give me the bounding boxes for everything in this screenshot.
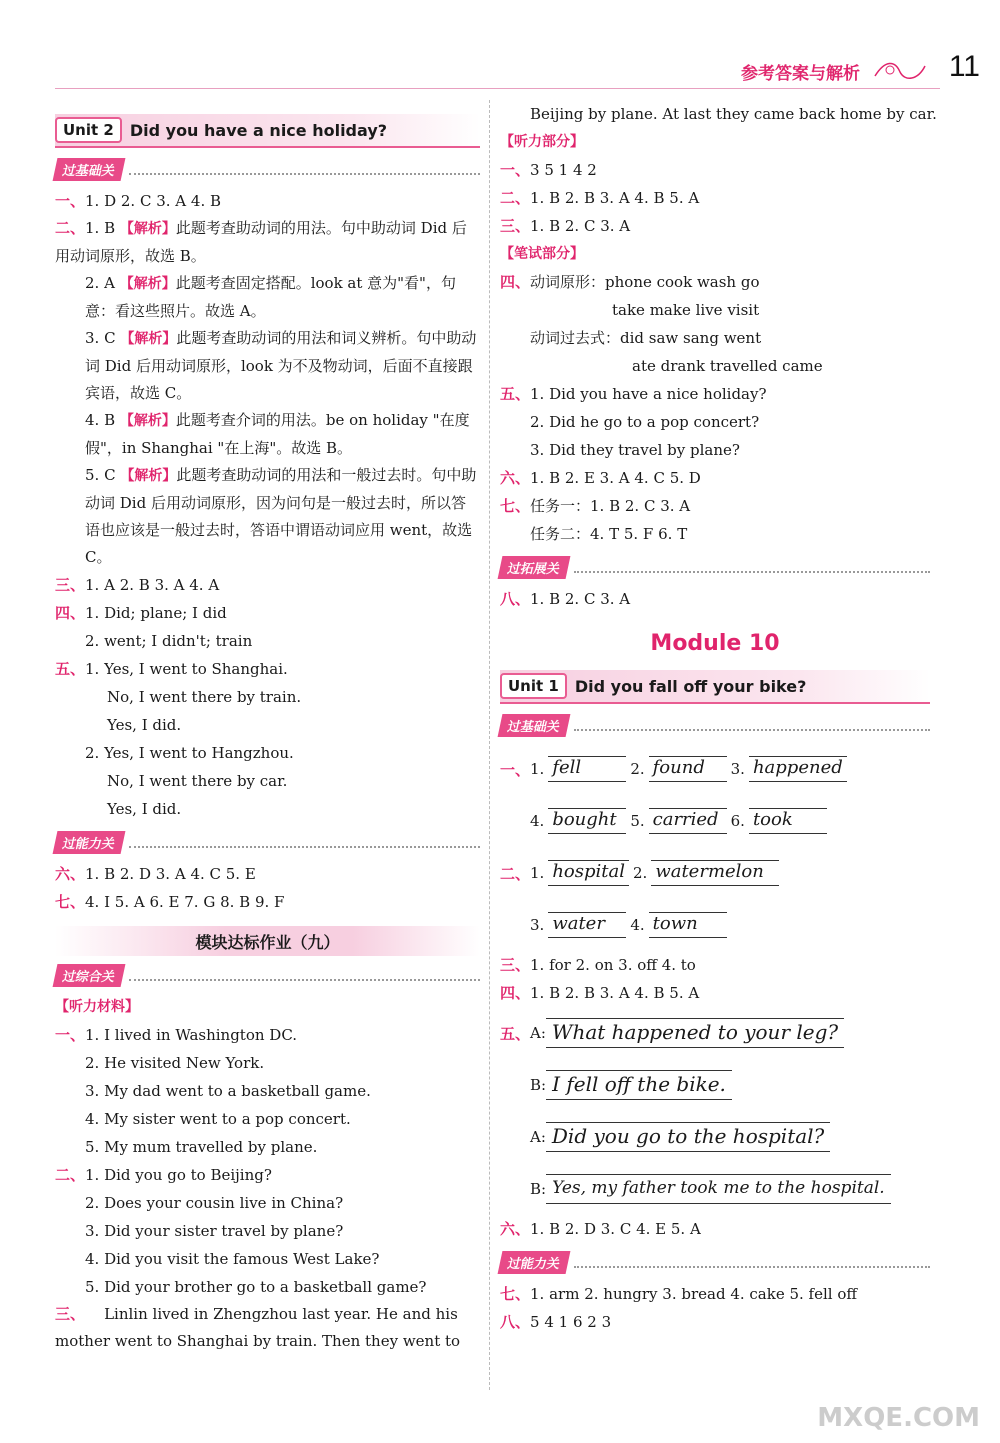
analysis-text: 此题考查介词的用法。be on holiday "在度假"，in Shanghai "在上海"。故选 B。 <box>85 411 470 457</box>
question-number: 一、 <box>500 760 531 779</box>
dialogue-row <box>500 1111 930 1163</box>
handwriting-row: 3. water 4. town <box>500 899 930 951</box>
verb-base-label: 动词原形： <box>530 273 606 291</box>
answer-text: 1. B 2. B 3. A 4. B 5. A <box>530 984 700 1002</box>
answer-text: did saw sang went <box>620 329 762 347</box>
question-number: 四、 <box>500 984 531 1002</box>
answer-text: 1. B 2. C 3. A <box>530 217 631 235</box>
section-tag <box>500 556 930 579</box>
answer-line <box>55 655 480 683</box>
question-number: 六、 <box>500 469 531 487</box>
answer-line <box>55 888 480 916</box>
answer-line <box>500 585 930 613</box>
section-label: 过基础关 <box>498 714 571 737</box>
speaker-label: B: <box>530 1180 547 1198</box>
question-number: 六、 <box>55 865 86 883</box>
answer-line: Yes, I did. <box>107 800 182 818</box>
unit-header <box>500 670 930 704</box>
answer-line: Yes, I did. <box>107 716 182 734</box>
question-number: 二、 <box>55 1166 86 1184</box>
question-number: 三、 <box>500 956 531 974</box>
question-number: 五、 <box>500 1024 531 1043</box>
answer-text: 5 4 1 6 2 3 <box>530 1313 612 1331</box>
page-header <box>741 50 980 84</box>
answer-line <box>500 979 930 1007</box>
handwritten-answer: happened <box>749 756 847 782</box>
answer-line <box>55 407 480 462</box>
module-title: Module 10 <box>650 631 780 656</box>
answer-line: No, I went there by train. <box>107 688 302 706</box>
answer-line: 2. Yes, I went to Hangzhou. <box>85 744 294 762</box>
question-number: 三、 <box>500 217 531 235</box>
watermark: MXQE.COM <box>817 1403 980 1433</box>
question-number: 七、 <box>55 893 86 911</box>
question-number: 八、 <box>500 1313 531 1331</box>
answer-line <box>55 860 480 888</box>
question-number: 一、 <box>55 1026 86 1044</box>
section-label: 过能力关 <box>53 831 126 854</box>
section-label: 过拓展关 <box>498 556 571 579</box>
answer-text: 1. B 2. B 3. A 4. B 5. A <box>530 189 700 207</box>
listening-material-label: 【听力材料】 <box>55 999 139 1015</box>
item-answer: 2. A <box>85 274 115 292</box>
answer-line: 3. My dad went to a basketball game. <box>85 1082 371 1100</box>
answer-line: 3. Did they travel by plane? <box>530 441 740 459</box>
question-number: 七、 <box>500 1285 531 1303</box>
question-number: 四、 <box>500 273 531 291</box>
dialogue-row <box>500 1163 930 1215</box>
analysis-tag: 【解析】 <box>119 221 176 237</box>
page-number: 11 <box>948 50 980 83</box>
unit-header <box>55 114 480 148</box>
answer-line <box>500 212 930 240</box>
right-column <box>500 100 937 1336</box>
handwritten-answer: I fell off the bike. <box>546 1070 732 1100</box>
handwritten-answer: water <box>548 912 626 938</box>
answer-line <box>500 951 930 979</box>
answer-line <box>500 380 930 408</box>
module-homework-title: 模块达标作业（九） <box>55 926 480 956</box>
speaker-label: B: <box>530 1076 547 1094</box>
answer-line <box>500 1280 930 1308</box>
writing-part-label: 【笔试部分】 <box>500 246 584 262</box>
question-number: 五、 <box>55 660 86 678</box>
listening-part-label: 【听力部分】 <box>500 134 584 150</box>
question-number: 二、 <box>500 189 531 207</box>
handwritten-answer: took <box>749 808 827 834</box>
answer-line: 3. Did your sister travel by plane? <box>85 1222 344 1240</box>
answer-line: ate drank travelled came <box>632 357 823 375</box>
answer-line <box>55 599 480 627</box>
answer-line: 2. Did he go to a pop concert? <box>530 413 760 431</box>
handwritten-answer: town <box>649 912 727 938</box>
answer-text: 1. B 2. C 3. A <box>530 590 631 608</box>
answer-text: 3 5 1 4 2 <box>530 161 597 179</box>
answer-line <box>500 1215 930 1243</box>
decoration-icon <box>870 58 930 84</box>
analysis-tag: 【解析】 <box>119 276 176 292</box>
answer-line <box>55 1021 480 1049</box>
answer-line: 2. went; I didn't; train <box>85 632 253 650</box>
answer-text: 1. D 2. C 3. A 4. B <box>85 192 221 210</box>
question-number: 三、 <box>55 576 86 594</box>
answer-text: 1. B 2. D 3. A 4. C 5. E <box>85 865 256 883</box>
question-number: 二、 <box>500 864 531 883</box>
handwritten-answer: Yes, my father took me to the hospital. <box>546 1174 891 1204</box>
passage-text: Linlin lived in Zhengzhou last year. He and his mother went to Shanghai by train. Then they went to <box>55 1305 461 1350</box>
analysis-text: 此题考查固定搭配。look at 意为"看"，句意：看这些照片。故选 A。 <box>85 274 456 320</box>
dialogue-row <box>500 1059 930 1111</box>
answer-line: 5. Did your brother go to a basketball game? <box>85 1278 427 1296</box>
handwriting-row: 一、 1. fell 2. found 3. happened <box>500 743 930 795</box>
answer-line: 任务二：4. T 5. F 6. T <box>530 525 688 543</box>
handwritten-answer: watermelon <box>651 860 779 886</box>
answer-text: 任务一：1. B 2. C 3. A <box>530 497 691 515</box>
answer-line <box>55 325 480 407</box>
header-title: 参考答案与解析 <box>741 63 860 84</box>
unit-title: Did you have a nice holiday? <box>129 120 388 140</box>
answer-line: 2. Does your cousin live in China? <box>85 1194 344 1212</box>
answer-line: take make live visit <box>612 301 760 319</box>
answer-line <box>500 324 930 352</box>
question-number: 七、 <box>500 497 531 515</box>
answer-text: 1. Did you go to Beijing? <box>85 1166 272 1184</box>
analysis-text: 此题考查助动词的用法和一般过去时。句中助动词 Did 后用动词原形，因为问句是一般过去时，所以答语也应该是一般过去时，答语中谓语动词应用 went，故选 C。 <box>85 466 477 566</box>
answer-line <box>55 187 480 215</box>
answer-line <box>55 1161 480 1189</box>
section-tag <box>500 714 930 737</box>
answer-line <box>55 571 480 599</box>
analysis-text: 此题考查助动词的用法和词义辨析。句中助动词 Did 后用动词原形，look 为不及物动词，后面不直接跟宾语，故选 C。 <box>85 329 477 402</box>
answer-text: 1. B 2. D 3. C 4. E 5. A <box>530 1220 701 1238</box>
question-number: 一、 <box>500 161 531 179</box>
answer-line: 5. My mum travelled by plane. <box>85 1138 318 1156</box>
answer-line <box>55 1301 480 1355</box>
item-answer: 5. C <box>85 466 116 484</box>
answer-line <box>500 156 930 184</box>
question-number: 五、 <box>500 385 531 403</box>
question-number: 六、 <box>500 1220 531 1238</box>
answer-text: 1. B 2. E 3. A 4. C 5. D <box>530 469 701 487</box>
passage-continued: Beijing by plane. At last they came back home by car. <box>530 105 937 123</box>
section-label: 过能力关 <box>498 1251 571 1274</box>
answer-line: 4. My sister went to a pop concert. <box>85 1110 351 1128</box>
analysis-tag: 【解析】 <box>120 468 177 484</box>
section-tag <box>55 831 480 854</box>
unit-title: Did you fall off your bike? <box>574 676 807 696</box>
unit-tag: Unit 1 <box>500 673 567 699</box>
answer-line <box>55 270 480 325</box>
analysis-text: 此题考查助动词的用法。句中助动词 Did 后用动词原形，故选 B。 <box>55 219 467 265</box>
answer-text: 1. A 2. B 3. A 4. A <box>85 576 220 594</box>
answer-line <box>500 464 930 492</box>
item-answer: 3. C <box>85 329 116 347</box>
handwritten-answer: bought <box>548 808 626 834</box>
answer-line <box>500 268 930 296</box>
answer-line <box>500 492 930 520</box>
header-rule <box>55 88 940 89</box>
handwritten-answer: found <box>649 756 727 782</box>
handwritten-answer: What happened to your leg? <box>546 1018 844 1048</box>
verb-past-label: 动词过去式： <box>530 329 621 347</box>
answer-line: 2. He visited New York. <box>85 1054 265 1072</box>
analysis-tag: 【解析】 <box>120 331 177 347</box>
answer-text: 1. Did you have a nice holiday? <box>530 385 767 403</box>
section-tag <box>55 158 480 181</box>
answer-line <box>55 462 480 571</box>
left-column <box>55 100 480 1355</box>
dialogue-row <box>500 1007 930 1059</box>
handwritten-answer: hospital <box>548 860 629 886</box>
section-tag <box>500 1251 930 1274</box>
question-number: 一、 <box>55 192 86 210</box>
answer-text: 1. arm 2. hungry 3. bread 4. cake 5. fell off <box>530 1285 858 1303</box>
question-number: 四、 <box>55 604 86 622</box>
answer-line: No, I went there by car. <box>107 772 288 790</box>
handwriting-row: 4. bought 5. carried 6. took <box>500 795 930 847</box>
answer-line <box>500 184 930 212</box>
section-tag <box>55 964 480 987</box>
section-label: 过基础关 <box>53 158 126 181</box>
question-number: 三、 <box>55 1305 86 1323</box>
section-label: 过综合关 <box>53 964 126 987</box>
handwritten-answer: fell <box>548 756 626 782</box>
answer-line <box>500 1308 930 1336</box>
question-number: 八、 <box>500 590 531 608</box>
answer-text: 4. I 5. A 6. E 7. G 8. B 9. F <box>85 893 285 911</box>
unit-tag: Unit 2 <box>55 117 122 143</box>
item-answer: 1. B <box>85 219 116 237</box>
answer-line <box>55 215 480 270</box>
answer-text: 1. I lived in Washington DC. <box>85 1026 298 1044</box>
answer-text: 1. for 2. on 3. off 4. to <box>530 956 696 974</box>
answer-text: phone cook wash go <box>605 273 760 291</box>
answer-text: 1. Yes, I went to Shanghai. <box>85 660 288 678</box>
question-number: 二、 <box>55 219 86 237</box>
analysis-tag: 【解析】 <box>119 413 176 429</box>
answer-text: 1. Did; plane; I did <box>85 604 227 622</box>
column-divider <box>489 100 490 1390</box>
item-answer: 4. B <box>85 411 116 429</box>
speaker-label: A: <box>530 1024 546 1042</box>
speaker-label: A: <box>530 1128 546 1146</box>
handwritten-answer: Did you go to the hospital? <box>546 1122 830 1152</box>
answer-line: 4. Did you visit the famous West Lake? <box>85 1250 380 1268</box>
handwriting-row: 二、 1. hospital 2. watermelon <box>500 847 930 899</box>
handwritten-answer: carried <box>649 808 727 834</box>
